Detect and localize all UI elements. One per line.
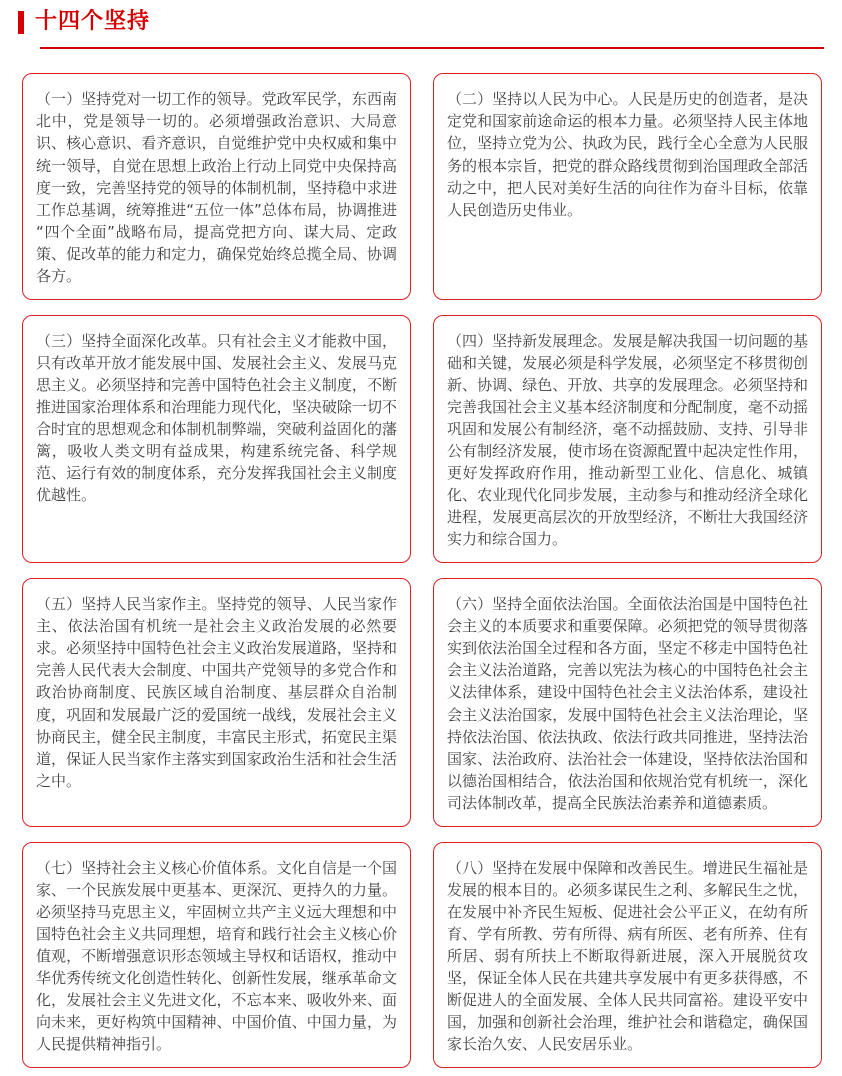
principle-text-7: （七）坚持社会主义核心价值体系。文化自信是一个国家、一个民族发展中更基本、更深沉、更持久的力量。必须坚持马克思主义，牢固树立共产主义远大理想和中国特色社会主义共同理想，培育和践行社会主义核心价值观，不断增强意识形态领域主导权和话语权，推动中华优秀传统文化创造性转化、创新性发展，继承革命文化，发展社会主义先进文化，不忘本来、吸收外来、面向未来，更好构筑中国精神、中国价值、中国力量，为人民提供精神指引。	[36, 858, 397, 1054]
principle-text-2: （二）坚持以人民为中心。人民是历史的创造者，是决定党和国家前途命运的根本力量。必须坚持人民主体地位，坚持立党为公、执政为民，践行全心全意为人民服务的根本宗旨，把党的群众路线贯彻到治国理政全部活动之中，把人民对美好生活的向往作为奋斗目标，依靠人民创造历史伟业。	[447, 90, 808, 219]
principle-text-8: （八）坚持在发展中保障和改善民生。增进民生福祉是发展的根本目的。必须多谋民生之利、多解民生之忧，在发展中补齐民生短板、促进社会公平正义，在幼有所育、学有所教、劳有所得、病有所医、老有所养、住有所居、弱有所扶上不断取得新进展，深入开展脱贫攻坚，保证全体人民在共建共享发展中有更多获得感，不断促进人的全面发展、全体人民共同富裕。建设平安中国，加强和创新社会治理，维护社会和谐稳定，确保国家长治久安、人民安居乐业。	[447, 858, 808, 1054]
principle-box-2	[433, 73, 822, 299]
principle-box-6	[433, 578, 822, 826]
principle-text-5: （五）坚持人民当家作主。坚持党的领导、人民当家作主、依法治国有机统一是社会主义政治发展的必然要求。必须坚持中国特色社会主义政治发展道路，坚持和完善人民代表大会制度、中国共产党领导的多党合作和政治协商制度、民族区域自治制度、基层群众自治制度，巩固和发展最广泛的爱国统一战线，发展社会主义协商民主，健全民主制度，丰富民主形式，拓宽民主渠道，保证人民当家作主落实到国家政治生活和社会生活之中。	[36, 595, 397, 790]
principle-text-6: （六）坚持全面依法治国。全面依法治国是中国特色社会主义的本质要求和重要保障。必须把党的领导贯彻落实到依法治国全过程和各方面，坚定不移走中国特色社会主义法治道路，完善以宪法为核心的中国特色社会主义法律体系，建设中国特色社会主义法治体系，建设社会主义法治国家，发展中国特色社会主义法治理论，坚持依法治国、依法执政、依法行政共同推进，坚持法治国家、法治政府、法治社会一体建设，坚持依法治国和以德治国相结合，依法治国和依规治党有机统一，深化司法体制改革，提高全民族法治素养和道德素质。	[447, 595, 808, 812]
title-row	[18, 9, 842, 35]
principle-text-3: （三）坚持全面深化改革。只有社会主义才能救中国，只有改革开放才能发展中国、发展社会主义、发展马克思主义。必须坚持和完善中国特色社会主义制度，不断推进国家治理体系和治理能力现代化，坚决破除一切不合时宜的思想观念和体制机制弊端，突破利益固化的藩篱，吸收人类文明有益成果，构建系统完备、科学规范、运行有效的制度体系，充分发挥我国社会主义制度优越性。	[36, 331, 397, 505]
principles-grid	[22, 73, 822, 1068]
page-title: 十四个坚持	[35, 9, 151, 34]
title-divider	[40, 47, 824, 49]
principle-box-8	[433, 842, 822, 1068]
principle-box-7	[22, 842, 411, 1068]
principle-box-4	[433, 315, 822, 563]
principle-text-1: （一）坚持党对一切工作的领导。党政军民学，东西南北中，党是领导一切的。必须增强政治意识、大局意识、核心意识、看齐意识，自觉维护党中央权威和集中统一领导，自觉在思想上政治上行动上同党中央保持高度一致，完善坚持党的领导的体制机制，坚持稳中求进工作总基调，统筹推进“五位一体”总体布局，协调推进“四个全面”战略布局，提高党把方向、谋大局、定政策、促改革的能力和定力，确保党始终总揽全局、协调各方。	[36, 90, 397, 285]
principle-text-4: （四）坚持新发展理念。发展是解决我国一切问题的基础和关键，发展必须是科学发展，必须坚定不移贯彻创新、协调、绿色、开放、共享的发展理念。必须坚持和完善我国社会主义基本经济制度和分配制度，毫不动摇巩固和发展公有制经济，毫不动摇鼓励、支持、引导非公有制经济发展，使市场在资源配置中起决定性作用，更好发挥政府作用，推动新型工业化、信息化、城镇化、农业现代化同步发展，主动参与和推动经济全球化进程，发展更高层次的开放型经济，不断壮大我国经济实力和综合国力。	[447, 331, 808, 549]
principle-box-3	[22, 315, 411, 563]
principle-box-5	[22, 578, 411, 826]
principle-box-1	[22, 73, 411, 299]
title-accent-bar	[18, 11, 24, 34]
page-header	[0, 0, 842, 49]
